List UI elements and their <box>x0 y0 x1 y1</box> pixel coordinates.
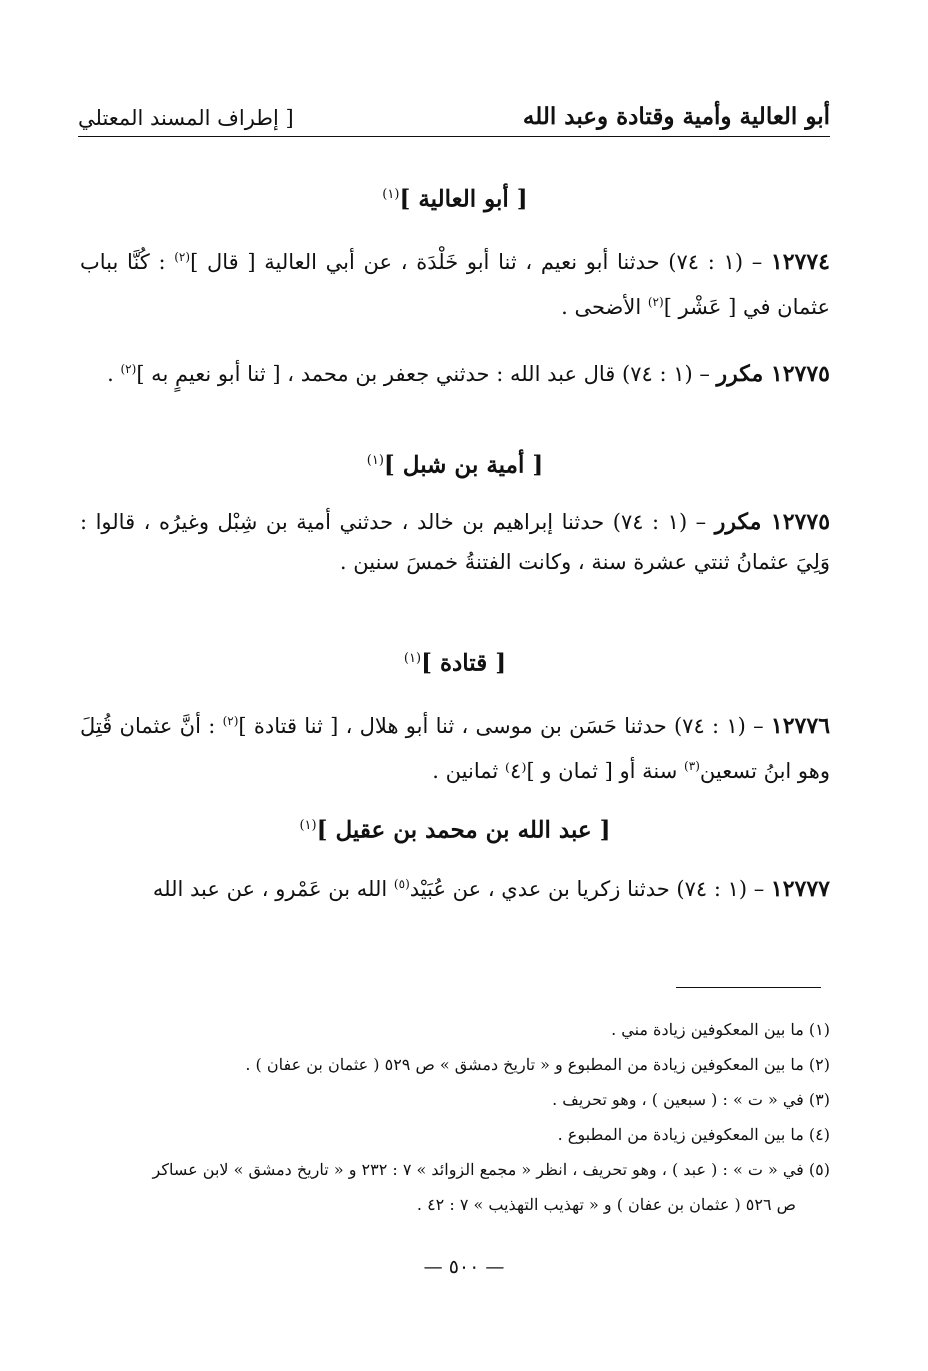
footnote-divider <box>676 987 821 988</box>
entry-number: ١٢٧٧٦ <box>770 712 831 739</box>
header-book-title: [ إطراف المسند المعتلي <box>78 106 294 130</box>
footnote: (٥) في « ت » : ( عبد ) ، وهو تحريف ، انظر « مجمع الزوائد » ٧ : ٢٣٢ و « تاريخ دمشق » لابن عساكر <box>152 1160 830 1179</box>
footnote-continuation: ص ٥٢٦ ( عثمان بن عفان ) و « تهذيب التهذيب » ٧ : ٤٢ . <box>416 1195 796 1214</box>
section-heading: [ أبو العالية ]$^{(١)}$ <box>382 185 528 213</box>
footnotes <box>80 1012 830 1222</box>
footnote: (٣) في « ت » : ( سبعين ) ، وهو تحريف . <box>552 1090 830 1109</box>
hadith-entry: ١٢٧٧٧ – (١ : ٧٤) حدثنا زكريا بن عدي ، عن عُبَيْد$^{(٥)}$ الله بن عَمْرو ، عن عبد الله <box>152 875 830 902</box>
page-number: — ٥٠٠ — <box>423 1256 505 1278</box>
running-header <box>78 92 830 137</box>
hadith-entry: ١٢٧٧٤ – (١ : ٧٤) حدثنا أبو نعيم ، ثنا أبو خَلْدَة ، عن أبي العالية [ قال ]$^{(٢)}$ : كُنَّا بباب عثمان في [ عَشْر ]$^{(٢)}$ الأضحى . <box>80 248 830 319</box>
entry-number: ١٢٧٧٥ مكرر <box>714 509 831 536</box>
main-text <box>80 150 830 909</box>
hadith-entry: ١٢٧٧٦ – (١ : ٧٤) حدثنا حَسَن بن موسى ، ثنا أبو هلال ، [ ثنا قتادة ]$^{(٢)}$ : أنَّ عثمان قُتِلَ وهو ابنُ تسعين$^{(٣)}$ سنة أو [ ثمان و ]⁽٤⁾ ثمانين . <box>80 712 831 783</box>
section-heading: [ أمية بن شبل ]$^{(١)}$ <box>366 451 544 479</box>
hadith-entry: ١٢٧٧٥ مكرر – (١ : ٧٤) قال عبد الله : حدثني جعفر بن محمد ، [ ثنا أبو نعيمٍ به ]$^{(٢)}$ . <box>107 360 830 387</box>
footnote: (١) ما بين المعكوفين زيادة مني . <box>611 1020 830 1039</box>
hadith-entry: ١٢٧٧٥ مكرر – (١ : ٧٤) حدثنا إبراهيم بن خالد ، حدثني أمية بن شِبْل وغيرُه ، قالوا : وَلِيَ عثمانُ ثنتي عشرة سنة ، وكانت الفتنةُ خمسَ سنين . <box>80 509 831 575</box>
entry-number: ١٢٧٧٧ <box>770 875 830 902</box>
footnote: (٢) ما بين المعكوفين زيادة من المطبوع و « تاريخ دمشق » ص ٥٢٩ ( عثمان بن عفان ) . <box>245 1055 830 1074</box>
section-heading: [ قتادة ]$^{(١)}$ <box>403 649 507 677</box>
header-chapter-title: أبو العالية وأمية وقتادة وعبد الله <box>522 103 830 130</box>
footnote: (٤) ما بين المعكوفين زيادة من المطبوع . <box>557 1125 830 1144</box>
entry-number: ١٢٧٧٤ <box>770 248 830 275</box>
section-heading: [ عبد الله بن محمد بن عقيل ]$^{(١)}$ <box>299 816 611 844</box>
entry-number: ١٢٧٧٥ مكرر <box>716 360 830 387</box>
